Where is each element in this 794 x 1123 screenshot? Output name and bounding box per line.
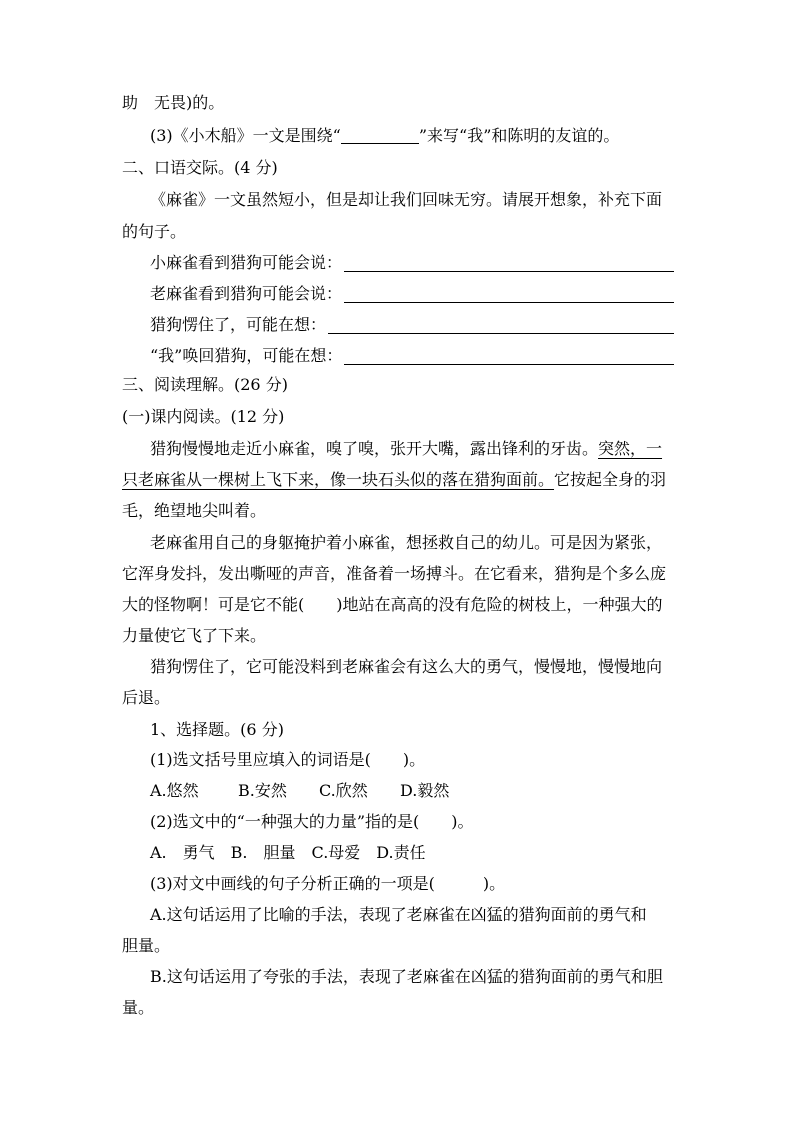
carryover-line: 助 无畏)的。 <box>122 93 225 112</box>
option: D.责任 <box>376 843 426 862</box>
fill-in-label: “我”唤回猎狗，可能在想： <box>150 346 343 365</box>
option: C.欣然 <box>319 781 368 800</box>
option-row <box>150 843 426 863</box>
passage-line <box>122 470 666 490</box>
question-small-boat-suffix: ”来写“我”和陈明的友谊的。 <box>418 126 620 145</box>
question-small-boat <box>150 126 619 146</box>
option-line: 量。 <box>122 998 155 1017</box>
passage-line: 老麻雀用自己的身躯掩护着小麻雀，想拯救自己的幼儿。可是因为紧张， <box>150 533 663 552</box>
passage-line: 它浑身发抖，发出嘶哑的声音，准备着一场搏斗。在它看来，猎狗是个多么庞 <box>122 564 667 583</box>
fill-in-label: 老麻雀看到猎狗可能会说： <box>150 284 343 303</box>
option-row <box>150 781 449 801</box>
section-3-heading: 三、阅读理解。(26 分) <box>122 375 288 394</box>
section-2-prompt-line-2: 的句子。 <box>122 222 187 241</box>
fill-in-row <box>150 315 674 335</box>
fill-in-label: 小麻雀看到猎狗可能会说： <box>150 253 343 272</box>
answer-blank <box>341 127 419 144</box>
fill-in-label: 猎狗愣住了，可能在想： <box>150 315 327 334</box>
option: C.母爱 <box>311 843 361 862</box>
question-stem: (3)对文中画线的句子分析正确的一项是( )。 <box>150 874 506 893</box>
passage-line: 大的怪物啊！可是它不能( )地站在高高的没有危险的树枝上，一种强大的 <box>122 595 663 614</box>
underlined-sentence: 只老麻雀从一棵树上飞下来，像一块石头似的落在猎狗面前。 <box>122 470 555 489</box>
section-2-heading: 二、口语交际。(4 分) <box>122 158 278 177</box>
fill-in-row <box>150 253 674 273</box>
answer-line <box>328 316 674 334</box>
passage-line: 猎狗愣住了，它可能没料到老麻雀会有这么大的勇气，慢慢地，慢慢地向 <box>150 657 663 676</box>
questions-title: 1、选择题。(6 分) <box>150 720 284 739</box>
answer-line <box>344 285 674 303</box>
passage-line <box>150 439 662 459</box>
question-stem: (2)选文中的“一种强大的力量”指的是( )。 <box>150 812 474 831</box>
fill-in-row <box>150 346 674 366</box>
option-line: A.这句话运用了比喻的手法，表现了老麻雀在凶猛的猎狗面前的勇气和 <box>150 905 647 924</box>
option: B. 胆量 <box>230 843 296 862</box>
passage-text: 它按起全身的羽 <box>554 470 667 489</box>
question-stem: (1)选文括号里应填入的词语是( )。 <box>150 750 426 769</box>
option-line: 胆量。 <box>122 936 171 955</box>
option: D.毅然 <box>400 781 450 800</box>
option: A. 勇气 <box>150 843 215 862</box>
part-1-heading: (一)课内阅读。(12 分) <box>122 407 285 426</box>
fill-in-row <box>150 284 674 304</box>
passage-line: 力量使它飞了下来。 <box>122 626 267 645</box>
question-small-boat-prefix: (3)《小木船》一文是围绕“ <box>150 126 341 145</box>
option: B.安然 <box>238 781 287 800</box>
underlined-sentence: 突然，一 <box>598 439 663 458</box>
answer-line <box>344 347 674 365</box>
section-2-prompt-line-1: 《麻雀》一文虽然短小，但是却让我们回味无穷。请展开想象，补充下面 <box>150 190 663 209</box>
passage-line: 后退。 <box>122 688 171 707</box>
passage-text: 猎狗慢慢地走近小麻雀，嗅了嗅，张开大嘴，露出锋利的牙齿。 <box>150 439 599 458</box>
passage-line: 毛，绝望地尖叫着。 <box>122 501 267 520</box>
option-line: B.这句话运用了夸张的手法，表现了老麻雀在凶猛的猎狗面前的勇气和胆 <box>150 967 663 986</box>
option: A.悠然 <box>150 781 199 800</box>
answer-line <box>344 254 674 272</box>
